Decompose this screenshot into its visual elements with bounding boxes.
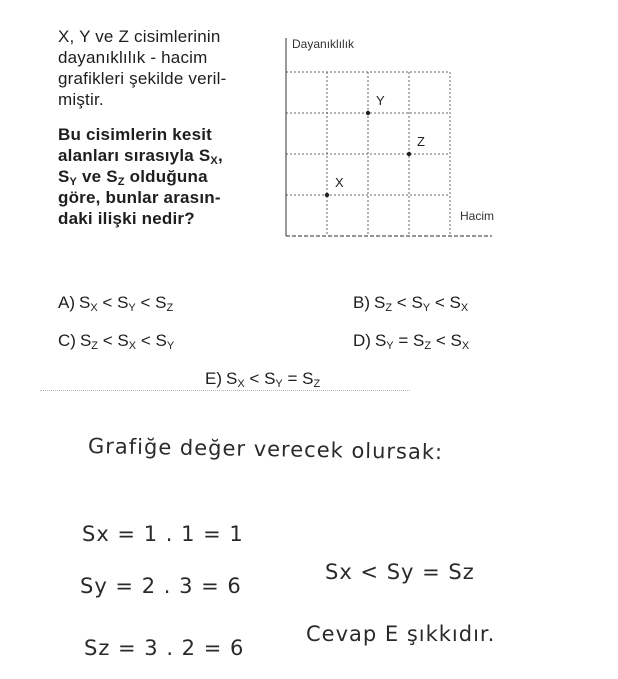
data-point-z (407, 152, 411, 156)
option-d[interactable]: D) $S_Y = S_Z < S_X$ (353, 331, 470, 352)
prompt-line: Bu cisimlerin kesit (58, 125, 213, 144)
chart-points (325, 93, 425, 197)
handwritten-sz: Sz = 3 . 2 = 6 (84, 636, 245, 660)
data-point-label-x: X (335, 175, 344, 190)
question-line: dayanıklılık - hacim (58, 48, 208, 67)
question-line: X, Y ve Z cisimlerinin (58, 27, 221, 46)
divider-dots (40, 390, 410, 391)
question-prompt (58, 124, 263, 229)
data-point-y (366, 111, 370, 115)
handwritten-sx: Sx = 1 . 1 = 1 (82, 522, 244, 546)
x-axis-label: Hacim (460, 209, 495, 223)
data-point-label-y: Y (376, 93, 385, 108)
chart-svg (270, 28, 500, 248)
data-point-label-z: Z (417, 134, 425, 149)
handwritten-answer: Cevap E şıkkıdır. (306, 622, 496, 646)
option-b[interactable]: B) $S_Z < S_Y < S_X$ (353, 293, 469, 314)
prompt-line: $S_Y$ ve $S_Z$ olduğuna (58, 167, 208, 188)
chart-axes (286, 38, 495, 236)
option-e[interactable]: E) $S_X < S_Y = S_Z$ (205, 369, 321, 390)
question-line: grafikleri şekilde veril- (58, 69, 227, 88)
y-axis-label: Dayanıklılık (292, 37, 355, 51)
handwritten-intro: Grafiğe değer verecek olursak: (87, 434, 444, 465)
handwritten-relation: Sx < Sy = Sz (325, 560, 475, 584)
question-line: miştir. (58, 90, 104, 109)
prompt-line: göre, bunlar arasın- (58, 188, 221, 207)
option-c[interactable]: C) $S_Z < S_X < S_Y$ (58, 331, 175, 352)
chart-grid (286, 72, 450, 236)
question-text (58, 26, 263, 229)
durability-volume-chart (270, 28, 500, 248)
option-a[interactable]: A) $S_X < S_Y < S_Z$ (58, 293, 174, 314)
prompt-line: daki ilişki nedir? (58, 209, 195, 228)
handwritten-sy: Sy = 2 . 3 = 6 (80, 574, 242, 598)
data-point-x (325, 193, 329, 197)
prompt-line: alanları sırasıyla $S_X$, (58, 146, 223, 167)
